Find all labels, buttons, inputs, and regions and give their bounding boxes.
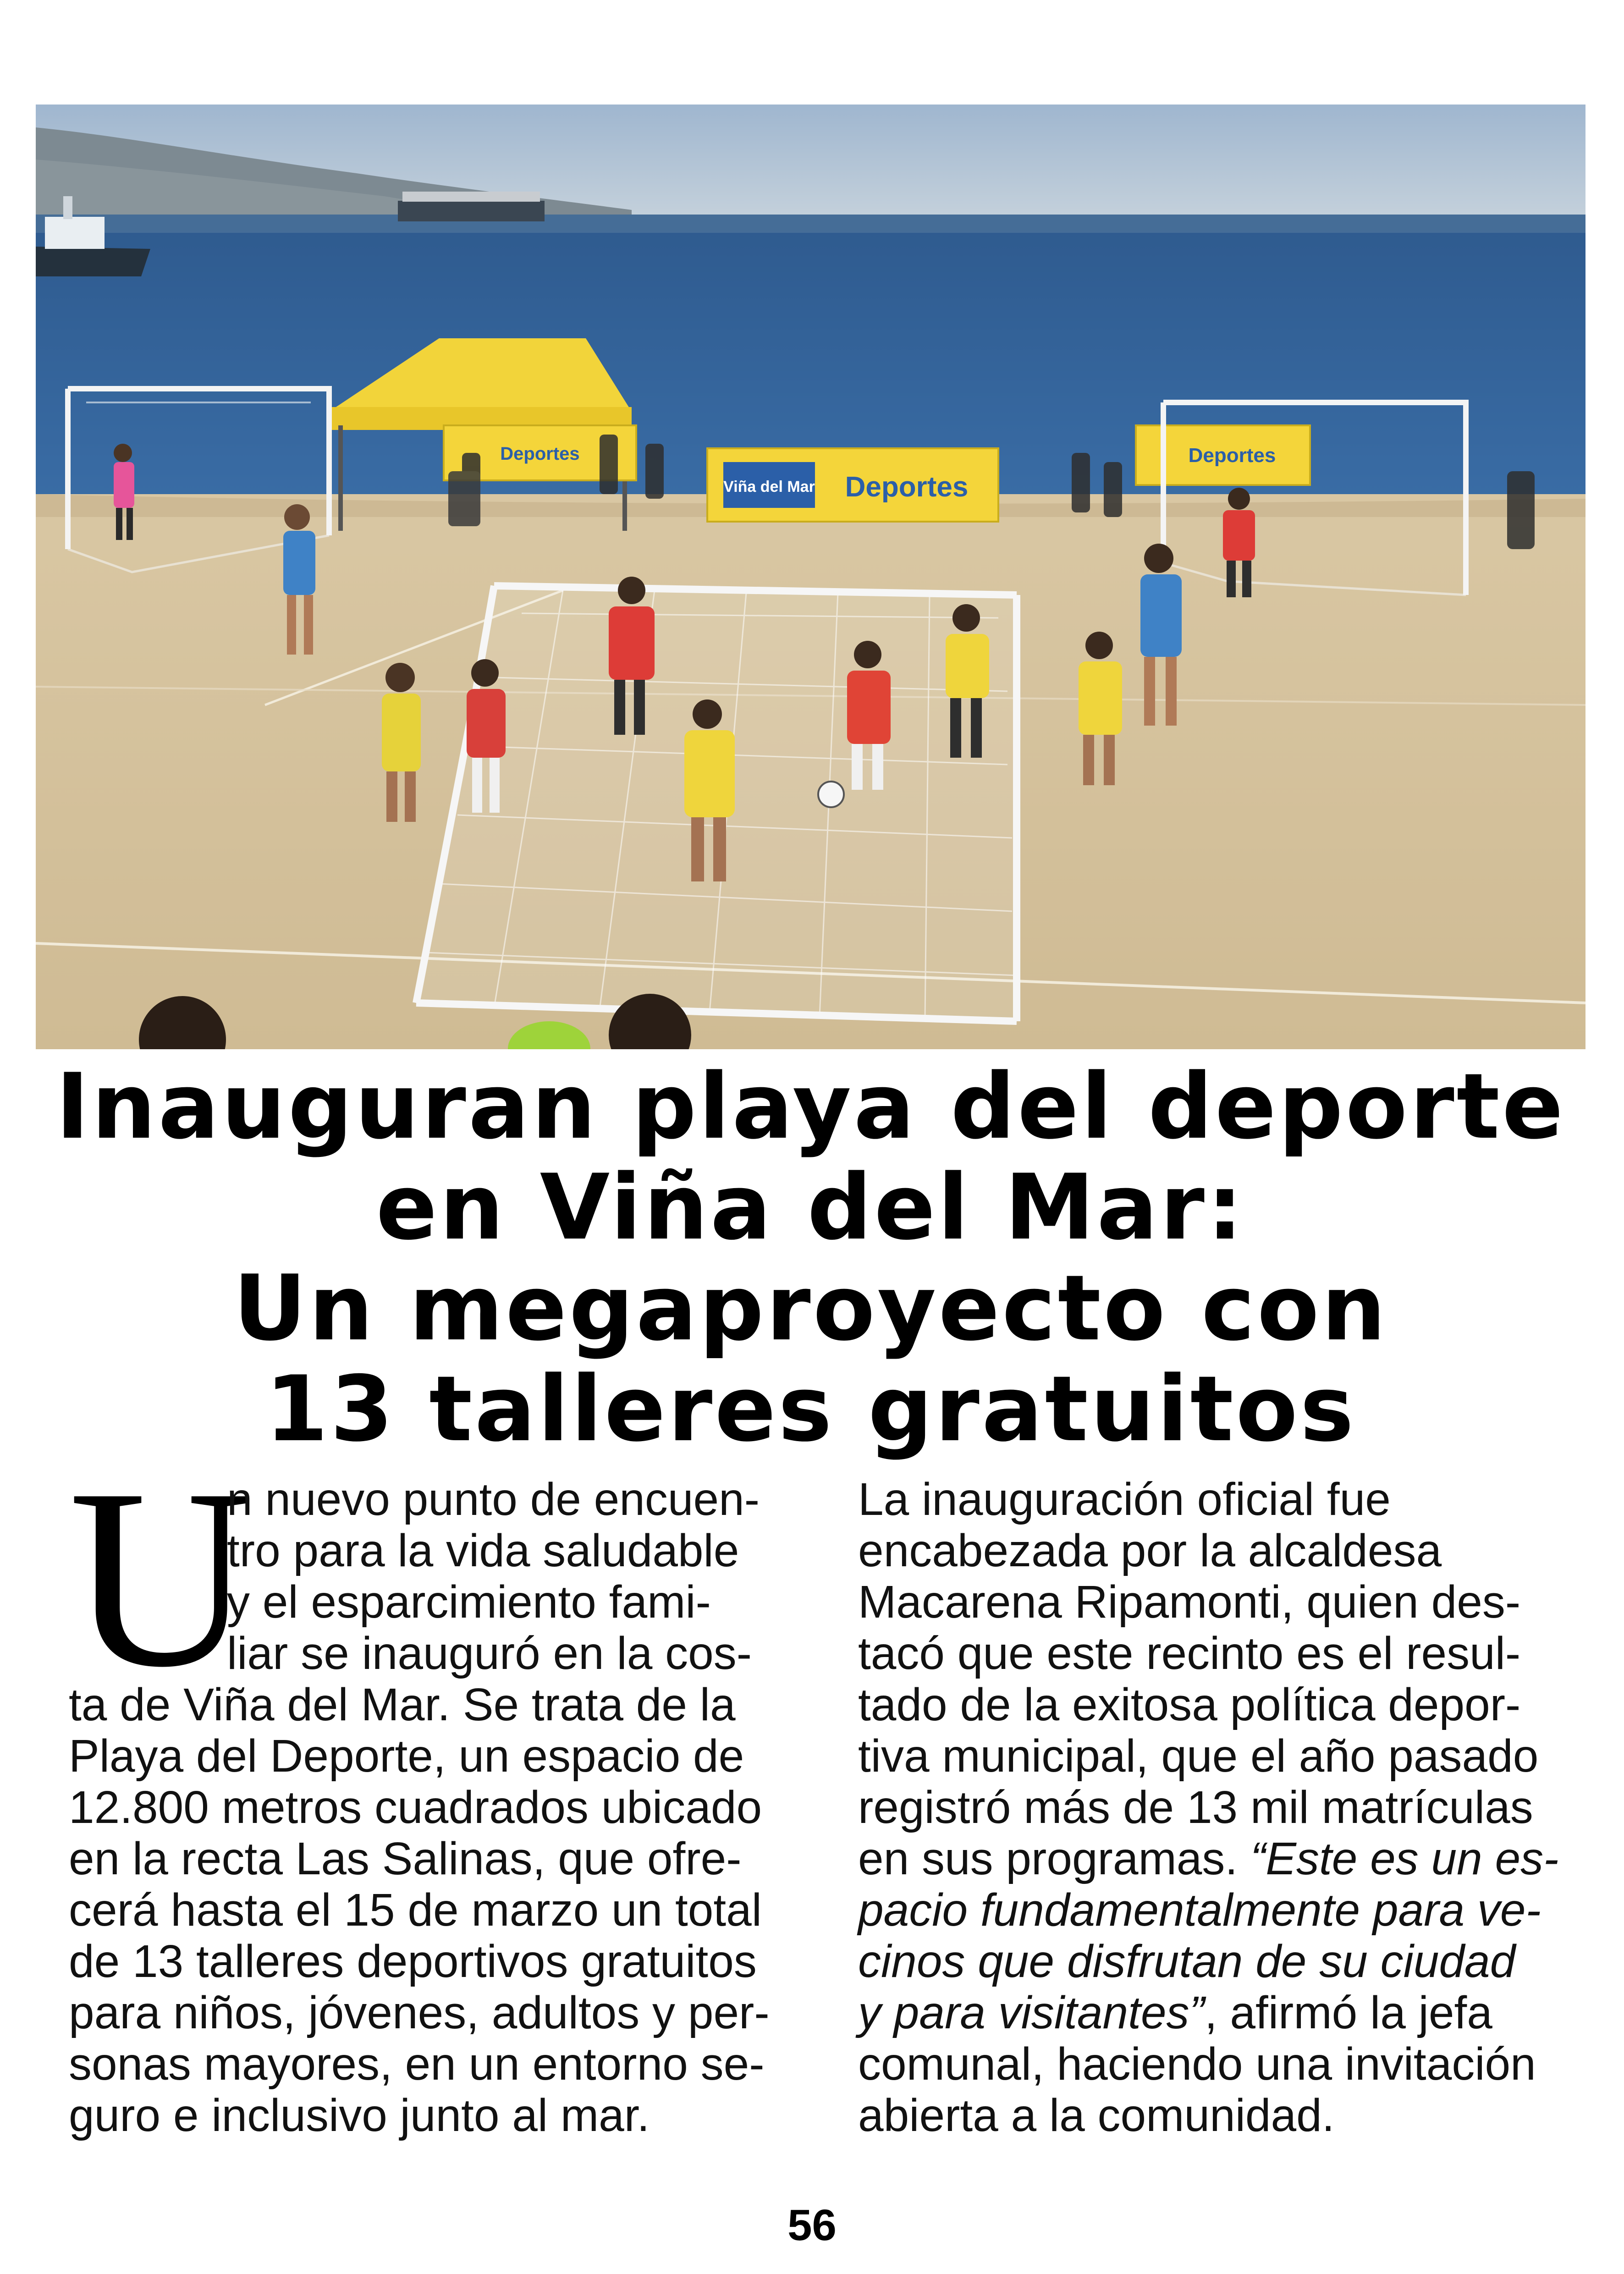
drop-cap: U (69, 1436, 254, 1720)
text-line: y el esparcimiento fami- (227, 1576, 711, 1628)
text-line (858, 1987, 1573, 2038)
quote-line: cinos que disfrutan de su ciudad (858, 1936, 1516, 1987)
text-line: tacó que este recinto es el resul- (858, 1628, 1521, 1679)
text-line: Macarena Ripamonti, quien des- (858, 1576, 1521, 1628)
text-line: tado de la exitosa política depor- (858, 1679, 1521, 1730)
text-line: cerá hasta el 15 de marzo un total (69, 1884, 762, 1936)
text-line (858, 1833, 1573, 1884)
text-line: 12.800 metros cuadrados ubicado (69, 1782, 762, 1833)
beach-soccer-illustration (36, 105, 1585, 1049)
deportes-banner-center (707, 448, 998, 522)
article-photo (36, 105, 1585, 1049)
text-line: ta de Viña del Mar. Se trata de la (69, 1679, 736, 1730)
headline-line: Inauguran playa del deporte (55, 1054, 1566, 1159)
text-line: registró más de 13 mil matrículas (858, 1782, 1533, 1833)
text-line: encabezada por la alcaldesa (858, 1525, 1442, 1576)
banner-logo-text: Viña del Mar (723, 478, 815, 496)
ship-right (398, 192, 545, 221)
ball (818, 782, 844, 807)
headline-line: en Viña del Mar: (376, 1155, 1245, 1260)
text-line: Playa del Deporte, un espacio de (69, 1730, 744, 1782)
text-line: La inauguración oficial fue (858, 1474, 1391, 1525)
headline-line: Un megaproyecto con (233, 1256, 1388, 1361)
banner-text-center: Deportes (845, 471, 969, 503)
quote-text: y para visitantes” (858, 1987, 1205, 2038)
article-column-right (858, 1474, 1573, 2141)
text-line: liar se inauguró en la cos- (227, 1628, 752, 1679)
text-plain: , afirmó la jefa (1204, 1987, 1492, 2038)
text-line: abierta a la comunidad. (858, 2090, 1335, 2141)
text-line: para niños, jóvenes, adultos y per- (69, 1987, 770, 2038)
headline-line: 13 talleres gratuitos (265, 1357, 1356, 1462)
text-line: comunal, haciendo una invitación (858, 2038, 1536, 2090)
text-line: de 13 talleres deportivos gratuitos (69, 1936, 757, 1987)
text-plain: en sus programas. (858, 1833, 1250, 1884)
text-line: n nuevo punto de encuen- (227, 1474, 760, 1525)
quote-text: “Este es un es- (1250, 1833, 1559, 1884)
banner-text-right: Deportes (1188, 444, 1276, 467)
text-line: en la recta Las Salinas, que ofre- (69, 1833, 742, 1884)
text-line: tro para la vida saludable (227, 1525, 739, 1576)
text-line: tiva municipal, que el año pasado (858, 1730, 1539, 1782)
text-line: sonas mayores, en un entorno se- (69, 2038, 765, 2090)
article-column-left (69, 1436, 784, 2141)
text-line: guro e inclusivo junto al mar. (69, 2090, 650, 2141)
headline (36, 1054, 1585, 1462)
banner-text-left: Deportes (500, 444, 580, 464)
quote-line: pacio fundamentalmente para ve- (858, 1884, 1541, 1936)
page-number: 56 (787, 2201, 837, 2250)
